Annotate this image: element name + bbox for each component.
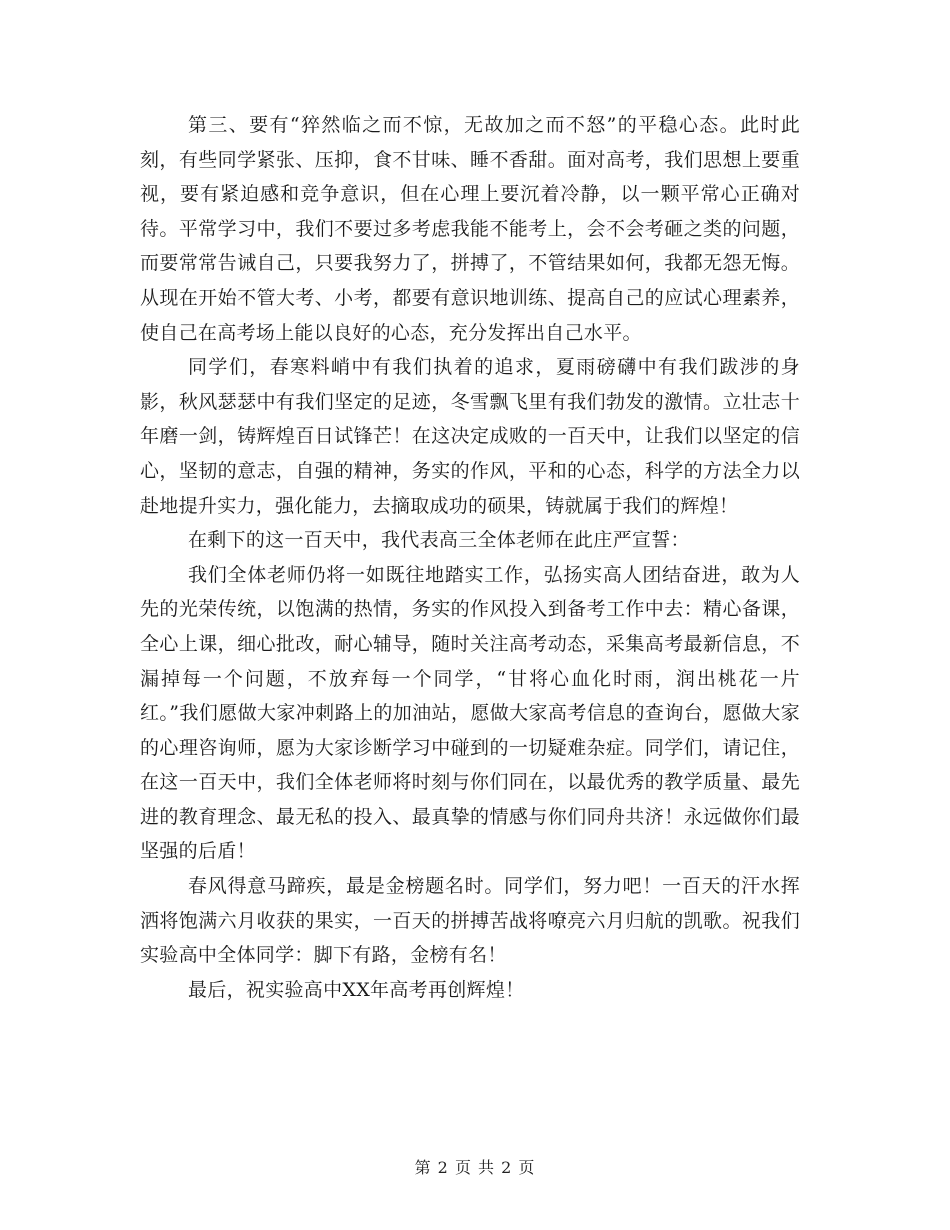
paragraph-oath-intro: 在剩下的这一百天中，我代表高三全体老师在此庄严宣誓： — [188, 529, 690, 552]
page-number-footer: 第 2 页 共 2 页 — [414, 1158, 536, 1177]
paragraph-encouragement: 春风得意马蹄疾，最是金榜题名时。同学们，努力吧！一百天的汗水挥洒将饱满六月收获的果实，一百天的拼搏苦战将嘹亮六月归航的凯歌。祝我们实验高中全体同学：脚下有路，金榜有名！ — [140, 875, 800, 967]
paragraph-teachers-oath: 我们全体老师仍将一如既往地踏实工作，弘扬实高人团结奋进，敢为人先的光荣传统，以饱满的热情，务实的作风投入到备考工作中去：精心备课，全心上课，细心批改，耐心辅导，随时关注高考动态，采集高考最新信息，不漏掉每一个问题，不放弃每一个同学，“甘将心血化时雨，润出桃花一片红。”我们愿做大家冲刺路上的加油站，愿做大家高考信息的查询台，愿做大家的心理咨询师，愿为大家诊断学习中碰到的一切疑难杂症。同学们，请记住，在这一百天中，我们全体老师将时刻与你们同在，以最优秀的教学质量、最先进的教育理念、最无私的投入、最真挚的情感与你们同舟共济！永远做你们最坚强的后盾！ — [140, 563, 800, 863]
paragraph-calm-mindset: 第三、要有“猝然临之而不惊，无故加之而不怒”的平稳心态。此时此刻，有些同学紧张、压抑，食不甘味、睡不香甜。面对高考，我们思想上要重视，要有紧迫感和竞争意识，但在心理上要沉着冷静，以一颗平常心正确对待。平常学习中，我们不要过多考虑我能不能考上，会不会考砸之类的问题，而要常常告诫自己，只要我努力了，拼搏了，不管结果如何，我都无怨无悔。从现在开始不管大考、小考，都要有意识地训练、提高自己的应试心理素养，使自己在高考场上能以良好的心态，充分发挥出自己水平。 — [140, 114, 800, 344]
paragraph-closing-wish: 最后，祝实验高中XX年高考再创辉煌！ — [188, 978, 525, 1001]
document-body — [140, 108, 800, 1007]
paragraph-seasons-call: 同学们，春寒料峭中有我们执着的追求，夏雨磅礴中有我们跋涉的身影，秋风瑟瑟中有我们坚定的足迹，冬雪飘飞里有我们勃发的激情。立壮志十年磨一剑，铸辉煌百日试锋芒！在这决定成败的一百天中，让我们以坚定的信心，坚韧的意志，自强的精神，务实的作风，平和的心态，科学的方法全力以赴地提升实力，强化能力，去摘取成功的硕果，铸就属于我们的辉煌！ — [140, 356, 800, 517]
